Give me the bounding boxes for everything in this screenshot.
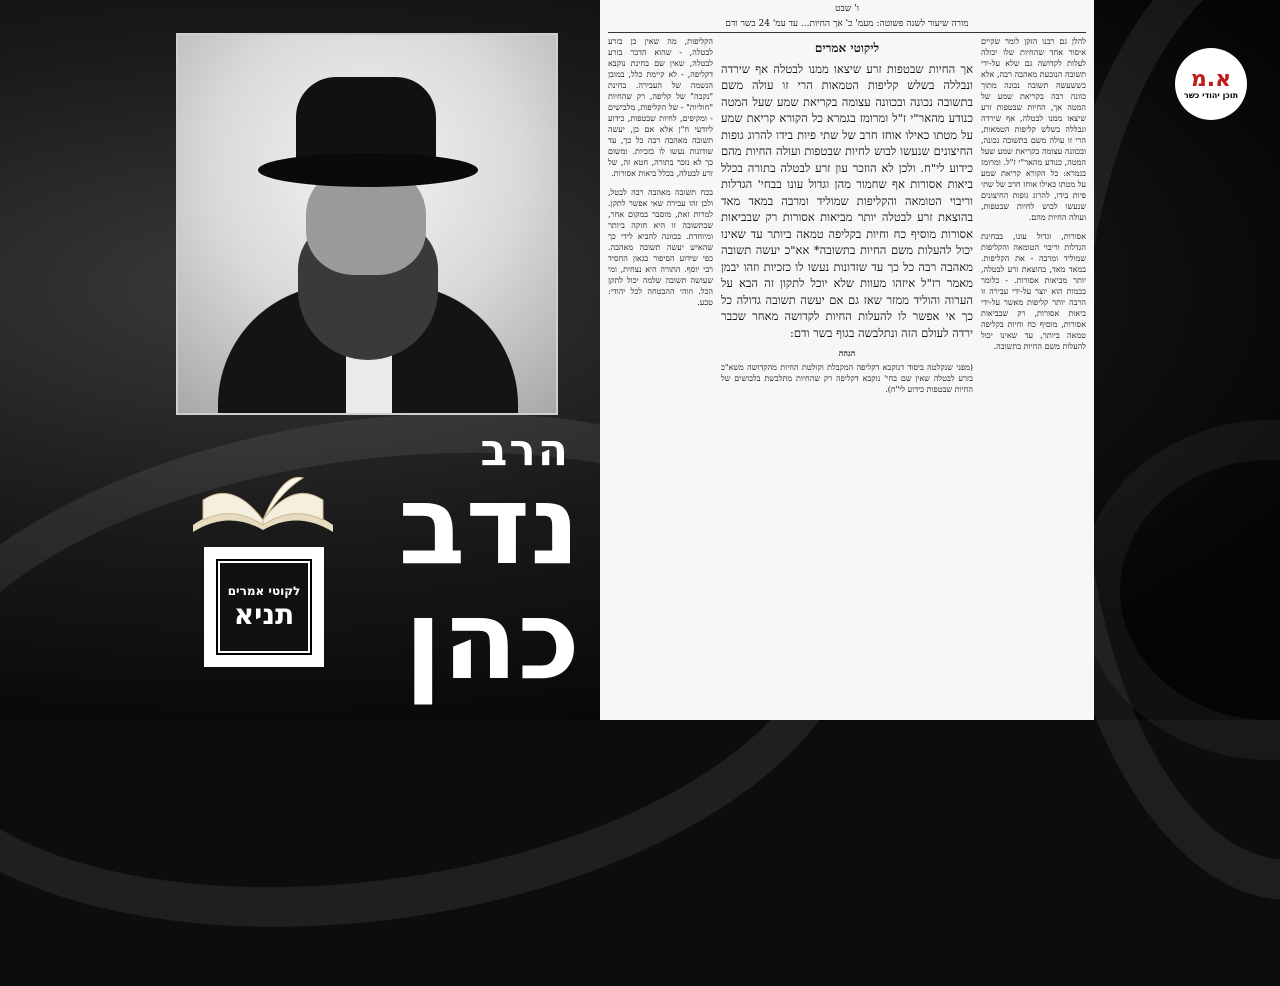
logo-mark: א.מ [1190,66,1232,92]
stamp-line2: תניא [233,597,295,631]
commentary-column-right [981,36,1086,714]
gloss-heading: הגהה [838,348,856,358]
commentary-column-left [608,36,713,714]
gloss-text: (מפני שנקלטה ביסוד דנוקבא דקליפה המקבלת וקולטת החיות מהקדושה משא"כ בזרע לבטלה שאין שם בחי' נוקבא דקליפה רק שהחיות מתלבשת בלבושים של החיות שבטפות כידוע לי"ח). [721,362,973,394]
page-header: מורה שיעור לשנה פשוטה: מעמ' כ' אך החיות... עד עמ' 24 בשר ודם [608,15,1086,33]
channel-logo [1175,48,1247,120]
main-text-column [721,36,973,714]
photo-hat-brim [258,153,478,187]
commentary-right-text: להלן גם רבנו הזקן לומר שקיים איסור אחד שהחיות שלו יכולה לעלות לקדושה גם שלא על-ידי תשובה הנובעת מאהבה רבה, אלא כששעשה תשובה נכונה מתוך כוונה רבה בקריאת שמע של המטה אך, החיות שבטפות זרע שיצאו ממנו לבטלה, אף שירדה ונבללה בשלש קליפות הטמאות, הרי זו עולה משם בתשובה נכונה, ובכוונה עצומה בקריאת שמע שעל המטה, כנודע מהאר"י ז"ל. ומרומז בגמרא: כל הקורא קריאת שמע על מטתו כאילו אוחז חרב של שתי פיות בידו, להרוג גופות החיצונים שנעשו לבוש לחיות שבטפות, ועולה החיות מהם. [981,37,1086,222]
page-date: ו' שבט [835,4,859,14]
main-heading: ליקוטי אמרים [814,41,880,55]
open-book-icon [188,470,338,540]
speaker-photo [176,33,558,415]
commentary-left-text: הקליפות, מה שאין כן בזרע לבטלה, - שהוא הדבר בזרע לבטלה, שאין שם בחינת נוקבא דקליפה, - לא קיימת כלל, במובן הנשמה של העבירה. בחינת "נקבה" של קליפה, רק שהחיות "חוליות" - של הקליפות, מלבישים - ומקיפים, לחיות שבטפות, כידוע ליודעי ח"ן אלא אם כן, יעשה תשובה מאהבה רבה כל כך, עד שזדונות נעשו לו כזכיות. ומשום כך לא נזכר בתורה, חטא זה, של זרע לבטלה, בכלל ביאות אסורות. [608,37,713,178]
commentary-bottom-right: אסורות, וגדול עונו, בבחינת הגדלות וריבוי הטומאה והקליפות שמוליד ומרבה - את הקליפות. במאד מאד, בהוצאת זרע לבטלה, יותר מביאות אסורות. - כלומר בכמות הוא יוצר על-ידי עבירה זו הרבה יותר קליפות מאשר על-ידי ביאות אסורות, רק שבביאות אסורות, מוסיף כח וחיות בקליפה טמאה ביותר, עד שאינו יכול להעלות משם החיות בתשובה. [981,232,1086,351]
logo-tagline: תוכן יהודי כשר [1183,90,1239,100]
text-columns [608,36,1086,714]
commentary-bottom-left: בכח תשובה מאהבה רבה לבטל, ולכן זהו עבירה שאי אפשר לתקן. למרות זאת, מוסבר במקום אחר, שבתשובה זו היא חזקה ביותר ומיוחדת. בכוונה להביא לידי כך שהאיש יעשה תשובה מאהבה. כפי שידוע הסיפור בגאון החסיד רבי יוסף. התורה היא נצחית, ומי שעושה תשובה שלמה יכול לתקן הכל. וזוהי ההבטחה לכל יהודי: טבע. [608,188,713,307]
title-first-name: נדב [398,461,580,589]
stamp-line1: לקוטי אמרים [227,583,301,598]
text-page [600,0,1094,720]
main-text: אך החיות שבטפות זרע שיצאו ממנו לבטלה אף שירדה ונבללה בשלש קליפות הטמאות הרי זו עולה משם בתשובה נכונה ובכוונה עצומה בקריאת שמע שעל המטה כנודע מהאר"י ז"ל ומרומז בגמרא כל הקורא קריאת שמע על מטתו כאילו אוחז חרב של שתי פיות בידו להרוג גופות החיצונים שנעשו לבוש לחיות שבטפות ועולה החיות מהם כידוע לי"ח. ולכן לא הוזכר עון זרע לבטלה בתורה בכלל ביאות אסורות אף שחמור מהן וגדול עונו בבחי' הגדלות וריבוי הטומאה והקליפות שמוליד ומרבה במאד מאד בהוצאת זרע לבטלה יותר מביאות אסורות רק שבביאות אסורות מוסיף כח וחיות בקליפה טמאה ביותר עד שאינו יכול להעלות משם החיות בתשובה* אא"כ יעשה תשובה מאהבה רבה כל כך עד שזדונות נעשו לו כזכיות וזהו יבמן מאמר רז"ל איזהו מעוות שלא יוכל לתקון זה הבא על הערוה והוליד ממזר שאז גם אם יעשה תשובה גדולה כל כך אי אפשר לו להעלות החיות לקדושה מאחר שכבר ירדה לעולם הזה ונתלבשה בגוף בשר ודם: [721,61,973,340]
title-rav: הרב [480,425,570,476]
tanya-stamp-inner [220,563,308,651]
title-last-name: כהן [404,576,580,704]
tanya-stamp [204,547,324,667]
